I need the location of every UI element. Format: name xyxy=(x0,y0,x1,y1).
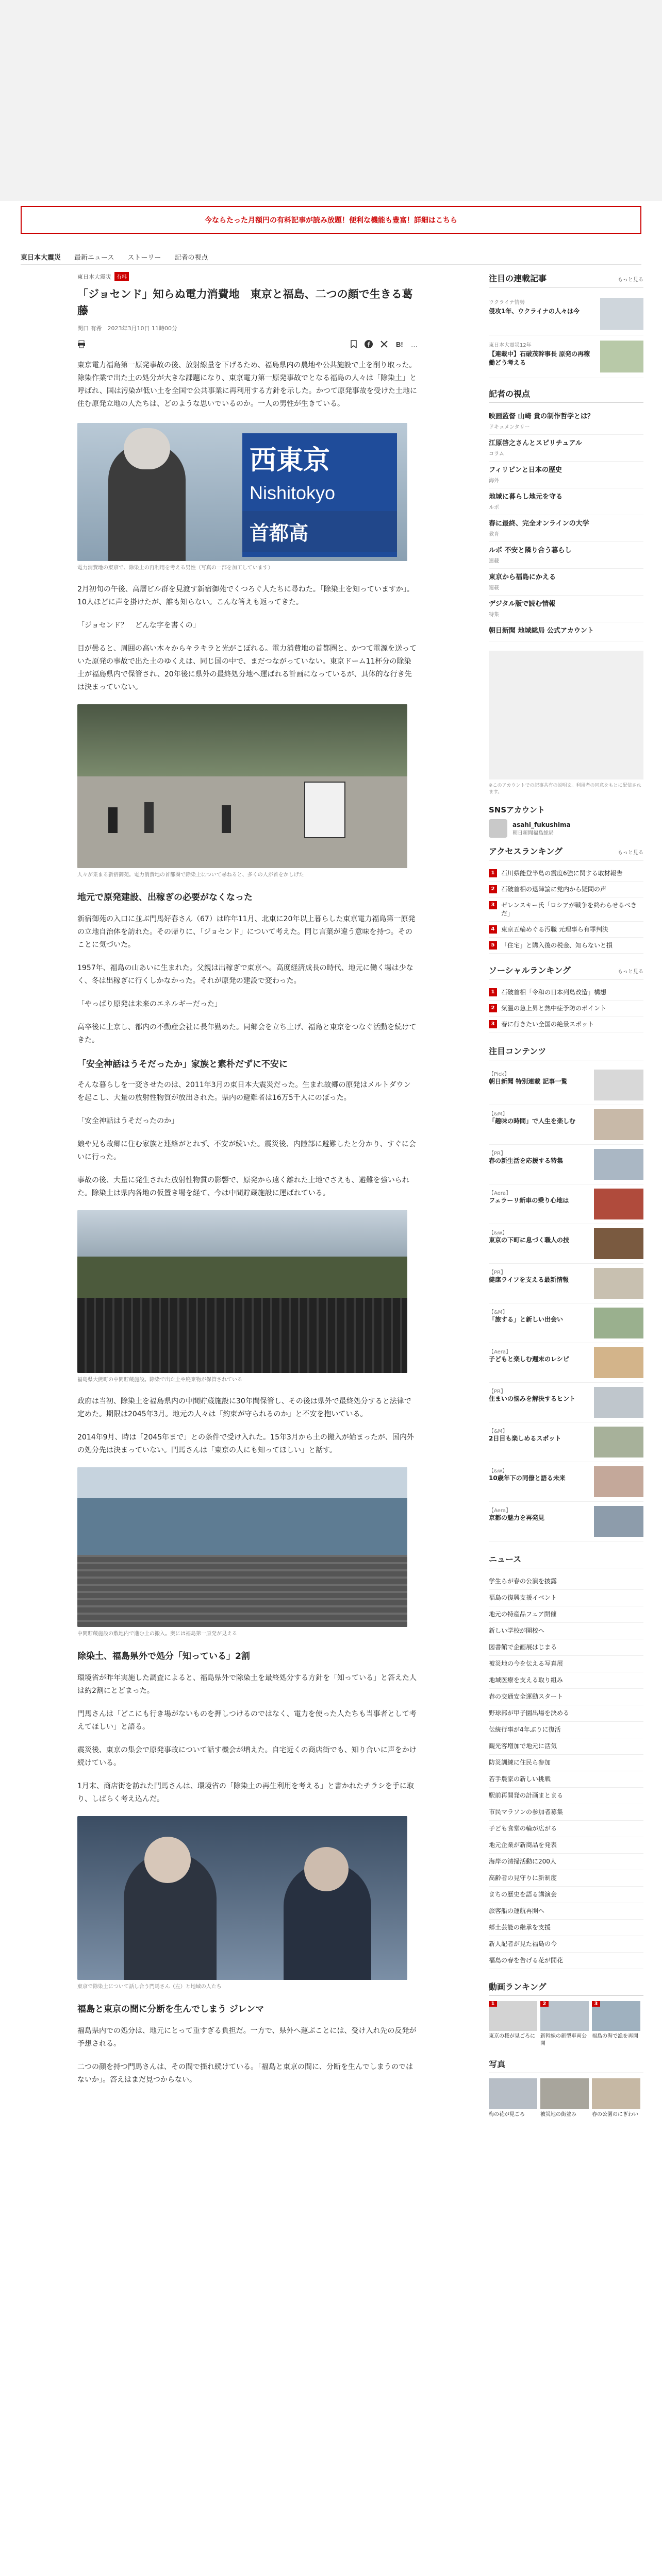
news-item[interactable]: 新人記者が見た福島の今 xyxy=(489,1936,643,1953)
features-header xyxy=(489,272,643,287)
list-sub: 教育 xyxy=(489,532,499,537)
content-kicker: 【&w】 xyxy=(489,1468,507,1474)
news-item[interactable]: 学生らが春の公演を披露 xyxy=(489,1573,643,1590)
news-item[interactable]: 新しい学校が開校へ xyxy=(489,1623,643,1639)
feature-thumbnail xyxy=(600,298,643,330)
content-item[interactable] xyxy=(489,1065,643,1105)
content-item[interactable] xyxy=(489,1145,643,1184)
content-thumbnail xyxy=(594,1149,643,1180)
list-item[interactable] xyxy=(489,408,643,435)
content-item[interactable] xyxy=(489,1383,643,1422)
article-body-c xyxy=(77,1079,418,1200)
content-kicker: 【PR】 xyxy=(489,1151,506,1157)
content-thumbnail xyxy=(594,1268,643,1299)
photo-header xyxy=(489,2058,643,2073)
content-thumbnail xyxy=(594,1506,643,1537)
road-sign xyxy=(242,433,397,557)
content-kicker: 【&M】 xyxy=(489,1310,508,1315)
photo-item[interactable] xyxy=(592,2078,640,2119)
list-headline: 春に最終、完全オンラインの大学 xyxy=(489,520,589,528)
sign-jp-text: 西東京 xyxy=(250,445,330,476)
list-title: 記者の視点 xyxy=(489,389,531,399)
photo-2-caption: 人々が集まる新宿御苑。電力消費地の首都圏で除染土について尋ねると、多くの人が首をかしげた xyxy=(77,872,304,878)
section-heading: 「安全神話はうそだったか」家族と素朴だずに不安に xyxy=(77,1059,288,1070)
rank-number: 3 xyxy=(592,2001,600,2007)
list-sub: 海外 xyxy=(489,478,499,484)
article-lead: 東京電力福島第一原発事故の後、放射線量を下げるため、福島県内の農地や公共施設で土を削り取った。除染作業で出た土の処分が大きな課題になり、東京電力第一原発事故でとなる福島の人々は「除染土」と呼ばれ、国は汚染が低い土を全国で公共事業に再利用する方針を示した。かつて原発事故を受けた土地に住む原発立地の人たちは、どのような思いでいるのか。一人の男性が生きている。 xyxy=(77,361,417,408)
contents-header xyxy=(489,1045,643,1060)
ranking-item[interactable] xyxy=(489,938,643,954)
access-ranking xyxy=(489,866,643,954)
article-body-b xyxy=(77,913,418,1047)
video-thumbnail xyxy=(489,2001,537,2031)
ranking-item[interactable] xyxy=(489,882,643,897)
ranking-item[interactable] xyxy=(489,985,643,1001)
rank-number: 5 xyxy=(489,941,497,950)
paragraph: 「安全神話はうそだったのか」 xyxy=(77,1117,178,1125)
news-list xyxy=(489,1573,643,1969)
content-item[interactable] xyxy=(489,1224,643,1264)
list-headline: 映画監督 山崎 貴の制作哲学とは？ xyxy=(489,413,594,420)
content-headline: 2日目も楽しめるスポット xyxy=(489,1435,561,1442)
news-item[interactable]: 福島の春を告げる花が開花 xyxy=(489,1953,643,1969)
feature-headline: 【連載中】石破茂幹事長 原発の再稼働どう考える xyxy=(489,350,590,366)
content-headline: 春の新生活を応援する特集 xyxy=(489,1157,564,1164)
rank-number: 2 xyxy=(489,1004,497,1012)
content-item[interactable] xyxy=(489,1105,643,1145)
paragraph: 目が曇ると、周囲の高い木々からキラキラと光がこぼれる。電力消費地の首都圏と、かつて電源を送っていた原発の事故で出た土のゆくえは、同じ国の中で、まだつながっていない。東京ドーム11杯分の除染土が福島県内で保管され、20年後に県外の最終処分地へ運ばれる計画になっているが、具体的な行き先は決まっていない。 xyxy=(77,645,417,691)
side-list xyxy=(489,408,643,641)
rank-number: 2 xyxy=(489,885,497,893)
paragraph: 「やっぱり原発は未来のエネルギーだった」 xyxy=(77,1000,222,1008)
content-item[interactable] xyxy=(489,1422,643,1462)
content-headline: 朝日新聞 特別連載 記事一覧 xyxy=(489,1078,568,1085)
content-thumbnail xyxy=(594,1387,643,1418)
contents-title: 注目コンテンツ xyxy=(489,1046,547,1056)
region-nav xyxy=(21,249,641,265)
ranking-item[interactable] xyxy=(489,866,643,882)
sns-avatar xyxy=(489,819,507,838)
news-item[interactable]: 郷土芸能の継承を支援 xyxy=(489,1920,643,1936)
paragraph: 1月末、商店街を訪れた門馬さんは、環境省の「除染土の再生利用を考える」と書かれたチラシを手に取り、しばらく考え込んだ。 xyxy=(77,1782,414,1803)
content-headline: 「趣味の時間」で人生を楽しむ xyxy=(489,1117,576,1125)
content-item[interactable] xyxy=(489,1303,643,1343)
news-item[interactable]: 地元の特産品フェア開催 xyxy=(489,1606,643,1623)
content-thumbnail xyxy=(594,1308,643,1338)
photo-caption: 被災地の街並み xyxy=(540,2112,576,2117)
photo-list xyxy=(489,2078,643,2119)
news-item[interactable]: 被災地の今を伝える写真展 xyxy=(489,1656,643,1672)
sidebar xyxy=(489,272,643,2119)
news-item[interactable]: 防災訓練に住民ら参加 xyxy=(489,1755,643,1771)
features-more-link[interactable]: もっと見る xyxy=(618,277,643,283)
rank-number: 3 xyxy=(489,901,497,909)
ranking-headline: 石破首相「令和の日本列島改造」構想 xyxy=(501,989,607,996)
signboard xyxy=(304,782,345,838)
photo-4-caption: 中間貯蔵施設の敷地内で進む土の搬入。奥には福島第一原発が見える xyxy=(77,1631,237,1637)
sign-road-text: 首都高 xyxy=(242,511,397,552)
article-photo-2 xyxy=(77,704,407,868)
print-icon[interactable] xyxy=(77,340,86,350)
article-body-e xyxy=(77,1672,418,1806)
content-item[interactable] xyxy=(489,1184,643,1224)
list-item[interactable] xyxy=(489,488,643,515)
rank-number: 2 xyxy=(540,2001,549,2007)
share-bar xyxy=(77,336,418,354)
paragraph: 福島県内での処分は、地元にとって重すぎる負担だ。一方で、県外へ運ぶことには、受け入れ先の反発が予想される。 xyxy=(77,2027,417,2048)
ranking-headline: 石川県能登半島の震度6強に関する取材報告 xyxy=(501,870,623,877)
content-headline: 住まいの悩みを解決するヒント xyxy=(489,1395,576,1402)
list-header xyxy=(489,387,643,403)
paragraph: 二つの顔を持つ門馬さんは、その間で揺れ続けている。「福島と東京の間に、分断を生んでしまうのではないか」。答えはまだ見つからない。 xyxy=(77,2063,413,2084)
ranking-item[interactable] xyxy=(489,897,643,922)
ranking-headline: 春に行きたい全国の絶景スポット xyxy=(501,1021,594,1028)
content-kicker: 【PR】 xyxy=(489,1270,506,1276)
ranking-item[interactable] xyxy=(489,1001,643,1016)
feature-card[interactable] xyxy=(489,293,643,335)
video-title: 新幹線の新型車両公開 xyxy=(540,2033,587,2046)
feature-kicker: ウクライナ情勢 xyxy=(489,300,525,306)
feature-kicker: 東日本大震災12年 xyxy=(489,343,532,348)
content-thumbnail xyxy=(594,1228,643,1259)
content-kicker: 【Aera】 xyxy=(489,1508,511,1514)
content-thumbnail xyxy=(594,1109,643,1140)
article-body-f xyxy=(77,2025,418,2087)
hatena-icon[interactable] xyxy=(395,340,404,350)
ranking-headline: 東京五輪めぐる汚職 元理事ら有罪判決 xyxy=(501,926,608,933)
paragraph: 2014年9月、時は「2045年まで」との条件で受け入れた。15年3月から土の搬入が始まったが、国内外の処分先は決まっていない。門馬さんは「東京の人にも知ってほしい」と話す。 xyxy=(77,1433,414,1454)
sns-sub: 朝日新聞福島総局 xyxy=(512,830,554,836)
news-item[interactable]: 観光客増加で地元に活気 xyxy=(489,1738,643,1755)
video-title: 東京の桜が見ごろに xyxy=(489,2033,535,2039)
content-thumbnail xyxy=(594,1427,643,1458)
content-thumbnail xyxy=(594,1466,643,1497)
list-headline: デジタル版で読む情報 xyxy=(489,600,556,608)
contents-list xyxy=(489,1065,643,1541)
content-item[interactable] xyxy=(489,1462,643,1502)
news-item[interactable]: 地元企業が新商品を発表 xyxy=(489,1837,643,1854)
article-photo-3 xyxy=(77,1210,407,1373)
list-item[interactable] xyxy=(489,515,643,542)
news-item[interactable]: 野球部が甲子園出場を決める xyxy=(489,1705,643,1722)
list-headline: フィリピンと日本の歴史 xyxy=(489,466,562,474)
news-item[interactable]: 旅客船の運航再開へ xyxy=(489,1903,643,1920)
social-ranking xyxy=(489,985,643,1032)
list-headline: 朝日新聞 地域総局 公式アカウント xyxy=(489,627,594,635)
access-ranking-title: アクセスランキング xyxy=(489,846,563,856)
photo-title: 写真 xyxy=(489,2059,506,2069)
video-ranking-title: 動画ランキング xyxy=(489,1982,547,1992)
region-title[interactable]: 東日本大震災 xyxy=(21,254,61,262)
nav-item-viewpoint[interactable]: 記者の視点 xyxy=(174,254,208,262)
list-item[interactable] xyxy=(489,462,643,488)
news-item[interactable]: 図書館で企画展はじまる xyxy=(489,1639,643,1656)
content-headline: 10歳年下の同僚と語る未来 xyxy=(489,1475,566,1482)
paragraph: 娘や兄も故郷に住む家族と連絡がとれず、不安が続いた。震災後、内陸部に避難したと分かり、すぐに会いに行った。 xyxy=(77,1140,416,1161)
list-headline: 地域に暮らし地元を守る xyxy=(489,493,563,501)
list-item[interactable] xyxy=(489,435,643,462)
news-item[interactable]: まちの歴史を語る講演会 xyxy=(489,1887,643,1903)
photo-item[interactable] xyxy=(540,2078,589,2119)
paragraph: 2月初旬の午後、高層ビル群を見渡す新宿御苑でくつろぐ人たちに尋ねた。「除染土を知っていますか」。10人ほどに声を掛けたが、誰も知らない。こんな答えも返ってきた。 xyxy=(77,585,414,606)
content-kicker: 【&M】 xyxy=(489,1111,508,1117)
feature-headline: 侵攻1年、ウクライナの人々は今 xyxy=(489,308,580,315)
news-item[interactable]: 市民マラソンの参加者募集 xyxy=(489,1804,643,1821)
person-head xyxy=(124,428,170,469)
paragraph: 政府は当初、除染土を福島県内の中間貯蔵施設に30年間保管し、その後は県外で最終処分すると法律で定めた。期限は2045年3月。地元の人々は「約束が守られるのか」と不安を抱いている。 xyxy=(77,1397,411,1418)
photo-thumbnail xyxy=(489,2078,537,2109)
ranking-headline: ゼレンスキー氏「ロシアが戦争を終わらせるべきだ」 xyxy=(501,902,637,917)
nav-item-story[interactable]: ストーリー xyxy=(127,254,161,262)
paragraph: 門馬さんは「どこにも行き場がないものを押しつけるのではなく、電力を使った人たちも当事者として考えてほしい」と語る。 xyxy=(77,1710,417,1731)
rank-number: 1 xyxy=(489,988,497,996)
photo-thumbnail xyxy=(592,2078,640,2109)
rank-number: 1 xyxy=(489,869,497,877)
video-title: 福島の海で漁を再開 xyxy=(592,2033,638,2039)
rank-number: 1 xyxy=(489,2001,497,2007)
ranking-item[interactable] xyxy=(489,1016,643,1032)
bookmark-icon[interactable] xyxy=(350,340,357,350)
svg-text:B!: B! xyxy=(396,341,403,348)
photo-thumbnail xyxy=(540,2078,589,2109)
ranking-headline: 石破首相の退陣論に党内から疑問の声 xyxy=(501,886,607,893)
news-title: ニュース xyxy=(489,1554,522,1564)
video-thumbnail xyxy=(540,2001,589,2031)
paid-badge: 有料 xyxy=(114,272,129,281)
video-item[interactable] xyxy=(540,2001,589,2047)
news-item[interactable]: 海岸の清掃活動に200人 xyxy=(489,1854,643,1870)
article-main xyxy=(77,272,418,2097)
content-item[interactable] xyxy=(489,1264,643,1303)
list-item[interactable] xyxy=(489,542,643,569)
content-kicker: 【Aera】 xyxy=(489,1349,511,1355)
content-kicker: 【Aera】 xyxy=(489,1191,511,1196)
access-more-link[interactable]: もっと見る xyxy=(618,850,643,856)
list-headline: 東京から福島にかえる xyxy=(489,573,556,581)
ranking-headline: 気温の急上昇と熱中症予防のポイント xyxy=(501,1005,607,1012)
article-title: 「ジョセンド」知らぬ電力消費地 東京と福島、二つの顔で生きる葛藤 xyxy=(77,287,413,317)
paragraph: 新宿御苑の入口に並ぶ門馬好春さん（67）は昨年11月、北東に20年以上暮らした東京電力福島第一原発の立地自治体を訪れた。その帰りに、「ジョセンド」について考えた。同じ言葉が違う意味を持つ。そのことに気づいた。 xyxy=(77,915,416,949)
section-heading: 福島と東京の間に分断を生んでしまう ジレンマ xyxy=(77,2004,264,2014)
photo-caption: 梅の花が見ごろ xyxy=(489,2112,525,2117)
content-kicker: 【&M】 xyxy=(489,1429,508,1434)
section-heading: 除染土、福島県外で処分「知っている」2割 xyxy=(77,1651,250,1662)
sns-title: SNSアカウント xyxy=(489,805,545,815)
content-thumbnail xyxy=(594,1189,643,1219)
content-headline: フェラーリ新車の乗り心地は xyxy=(489,1197,569,1204)
access-ranking-header xyxy=(489,845,643,860)
x-icon[interactable] xyxy=(380,340,388,350)
breadcrumb-link[interactable]: 東日本大震災 xyxy=(77,273,111,280)
social-ranking-header xyxy=(489,964,643,979)
list-sub: コラム xyxy=(489,451,504,457)
sign-en-text: Nishitokyo xyxy=(250,482,336,503)
content-headline: 健康ライフを支える最新情報 xyxy=(489,1276,569,1283)
paragraph: 事故の後、大量に発生された放射性物質の影響で、原発から遠く離れた土地でさえも、避難を強いられた。除染土は県内各地の仮置き場を経て、今は中間貯蔵施設に運ばれている。 xyxy=(77,1176,409,1197)
list-sub: 連載 xyxy=(489,585,499,591)
news-item[interactable]: 高齢者の見守りに新制度 xyxy=(489,1870,643,1887)
more-share-button[interactable]: … xyxy=(411,341,418,349)
list-headline: 江原啓之さんとスピリチュアル xyxy=(489,439,582,447)
video-item[interactable] xyxy=(489,2001,537,2047)
ad-note: ※このアカウントでの記事共有の説明文。利用者の同意をもとに配信されます。 xyxy=(489,783,641,795)
article-photo-5 xyxy=(77,1816,407,1980)
ad-header-area xyxy=(0,0,662,201)
article-byline: 関口 有希 2023年3月10日 11時00分 xyxy=(77,325,177,332)
article-body-d xyxy=(77,1395,418,1457)
paragraph: そんな暮らしを一変させたのは、2011年3月の東日本大震災だった。生まれ故郷の原発はメルトダウンを起こし、大量の放射性物質が放出された。県内の避難者は16万5千人にのぼった。 xyxy=(77,1081,411,1102)
video-ranking xyxy=(489,2001,643,2047)
video-thumbnail xyxy=(592,2001,640,2031)
ranking-item[interactable] xyxy=(489,922,643,938)
video-item[interactable] xyxy=(592,2001,640,2047)
photo-5-caption: 東京で除染土について話し合う門馬さん（左）と地域の人たち xyxy=(77,1984,222,1990)
content-kicker: 【PR】 xyxy=(489,1389,506,1395)
article-photo-4 xyxy=(77,1467,407,1627)
sidebar-ad[interactable] xyxy=(489,651,643,779)
list-sub: 連載 xyxy=(489,558,499,564)
features-title: 注目の連載記事 xyxy=(489,274,547,283)
subscription-banner[interactable] xyxy=(21,206,641,234)
nav-item-latest[interactable]: 最新ニュース xyxy=(74,254,114,262)
ranking-headline: 「住宅」と購入後の税金、知らないと損 xyxy=(501,942,613,949)
paragraph: 「ジョセンド？ どんな字を書くの」 xyxy=(77,621,200,630)
list-sub: 特集 xyxy=(489,612,499,618)
article-photo-1 xyxy=(77,423,407,561)
rank-number: 3 xyxy=(489,1020,497,1028)
facebook-icon[interactable] xyxy=(365,340,373,350)
breadcrumb xyxy=(77,272,418,281)
list-item[interactable] xyxy=(489,569,643,596)
list-item[interactable] xyxy=(489,622,643,641)
social-ranking-title: ソーシャルランキング xyxy=(489,965,571,975)
paragraph: 高卒後に上京し、都内の不動産会社に長年勤めた。同郷会を立ち上げ、福島と東京をつなぐ活動を続けてきた。 xyxy=(77,1023,417,1044)
content-headline: 「旅する」と新しい出会い xyxy=(489,1316,564,1323)
paragraph: 1957年、福島の山あいに生まれた。父親は出稼ぎで東京へ。高度経済成長の時代、地元に働く場は少なく、冬は出稼ぎに行くしかなかった。それが原発の建設で変わった。 xyxy=(77,964,413,985)
news-item[interactable]: 春の交通安全運動スタート xyxy=(489,1689,643,1705)
news-item[interactable]: 駅前再開発の計画まとまる xyxy=(489,1788,643,1804)
social-more-link[interactable]: もっと見る xyxy=(618,969,643,975)
content-headline: 京都の魅力を再発見 xyxy=(489,1514,545,1521)
content-kicker: 【Pick】 xyxy=(489,1072,509,1077)
news-item[interactable]: 地域医療を支える取り組み xyxy=(489,1672,643,1689)
content-headline: 東京の下町に息づく職人の技 xyxy=(489,1236,570,1244)
photo-3-caption: 福島県大熊町の中間貯蔵施設。除染で出た土や廃棄物が保管されている xyxy=(77,1377,242,1383)
photo-caption: 春の公園のにぎわい xyxy=(592,2112,638,2117)
news-item[interactable]: 子ども食堂の輪が広がる xyxy=(489,1821,643,1837)
feature-thumbnail xyxy=(600,341,643,372)
list-sub: ドキュメンタリー xyxy=(489,425,530,430)
news-header xyxy=(489,1553,643,1568)
content-thumbnail xyxy=(594,1347,643,1378)
content-item[interactable] xyxy=(489,1502,643,1541)
news-item[interactable]: 若手農家の新しい挑戦 xyxy=(489,1771,643,1788)
content-headline: 子どもと楽しむ週末のレシピ xyxy=(489,1355,569,1363)
content-kicker: 【&w】 xyxy=(489,1230,507,1236)
content-thumbnail xyxy=(594,1070,643,1100)
list-item[interactable] xyxy=(489,596,643,622)
news-item[interactable]: 福島の復興支援イベント xyxy=(489,1590,643,1606)
feature-card[interactable] xyxy=(489,335,643,378)
content-item[interactable] xyxy=(489,1343,643,1383)
paragraph: 震災後、東京の集会で原発事故について話す機会が増えた。自宅近くの商店街でも、知り合いに声をかけ続けている。 xyxy=(77,1746,417,1767)
list-headline: ルポ 不安と隣り合う暮らし xyxy=(489,547,572,554)
rank-number: 4 xyxy=(489,925,497,934)
sns-account[interactable] xyxy=(489,819,643,838)
section-heading: 地元で原発建設、出稼ぎの必要がなくなった xyxy=(77,892,253,903)
list-sub: ルポ xyxy=(489,505,499,511)
news-item[interactable]: 伝統行事が4年ぶりに復活 xyxy=(489,1722,643,1738)
banner-text: 今ならたった月額円の有料記事が読み放題！便利な機能も豊富！詳細はこちら xyxy=(205,216,457,225)
paragraph: 環境省が昨年実施した調査によると、福島県外で除染土を最終処分する方針を「知っている」と答えた人は約2割にとどまった。 xyxy=(77,1674,417,1695)
photo-item[interactable] xyxy=(489,2078,537,2119)
photo-1-caption: 電力消費地の東京で、除染土の再利用を考える男性（写真の一部を加工しています） xyxy=(77,565,273,571)
sns-name: asahi_fukushima xyxy=(512,821,571,828)
article-body-a xyxy=(77,583,418,694)
video-ranking-header xyxy=(489,1980,643,1996)
